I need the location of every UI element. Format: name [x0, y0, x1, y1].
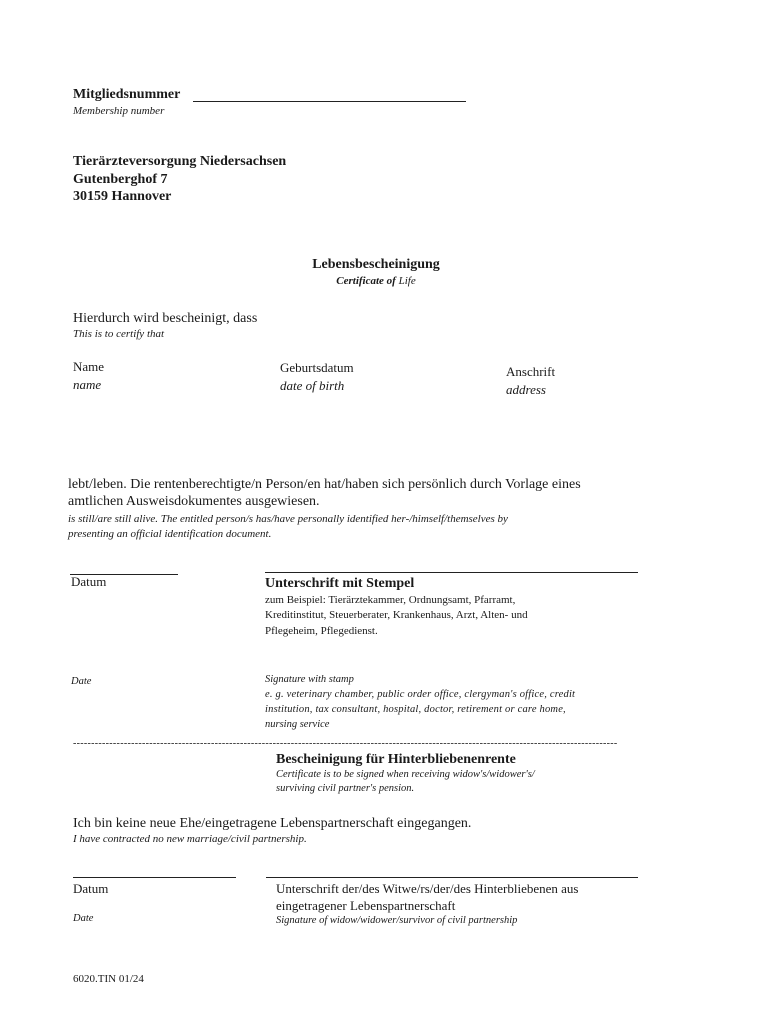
signature-title-en: Signature with stamp — [265, 674, 354, 685]
signature-examples-en-line-3: nursing service — [265, 719, 330, 730]
name-label: Name — [73, 359, 105, 374]
document-title-en — [0, 275, 752, 287]
cut-separator: ------------------------------------------------------------------------------------------------------------------------------------------------------ — [73, 738, 618, 749]
date-label: Datum — [71, 574, 107, 589]
survivor-title: Bescheinigung für Hinterbliebenenrente — [276, 752, 516, 767]
survivor-date-field-line[interactable] — [73, 877, 236, 878]
address-label-en: address — [506, 382, 546, 397]
signature-examples-line-3: Pflegeheim, Pflegedienst. — [265, 625, 378, 637]
address-line-2: Gutenberghof 7 — [73, 172, 168, 187]
survivor-note-line-2: surviving civil partner's pension. — [276, 783, 415, 794]
form-code: 6020.TIN 01/24 — [73, 973, 144, 985]
address-line-1: Tierärzteversorgung Niedersachsen — [73, 154, 287, 169]
statement-en-line-2: presenting an official identification document. — [68, 528, 272, 540]
membership-number-label: Mitgliedsnummer — [73, 87, 181, 102]
survivor-signature-line-1: Unterschrift der/des Witwe/rs/der/des Hinterbliebenen aus — [276, 881, 579, 896]
statement-en-line-1: is still/are still alive. The entitled person/s has/have personally identified her-/himself/themselves by — [68, 513, 508, 525]
certify-text-en: This is to certify that — [73, 328, 165, 340]
declaration-text: Ich bin keine neue Ehe/eingetragene Lebenspartnerschaft eingegangen. — [73, 816, 472, 831]
signature-title: Unterschrift mit Stempel — [265, 576, 415, 591]
survivor-signature-field-line[interactable] — [266, 877, 638, 878]
signature-examples-en-line-1: e. g. veterinary chamber, public order office, clergyman's office, credit — [265, 689, 576, 700]
survivor-date-label-en: Date — [73, 913, 94, 924]
signature-examples-line-1: zum Beispiel: Tierärztekammer, Ordnungsamt, Pfarramt, — [265, 594, 516, 606]
signature-field-line[interactable] — [265, 572, 638, 573]
certify-text: Hierdurch wird bescheinigt, dass — [73, 311, 258, 326]
signature-examples-en-line-2: institution, tax consultant, hospital, doctor, retirement or care home, — [265, 704, 566, 715]
date-label-en: Date — [71, 676, 92, 687]
document-title-en-prefix: Certificate of — [336, 275, 396, 287]
name-label-en: name — [73, 377, 102, 392]
signature-examples-line-2: Kreditinstitut, Steuerberater, Krankenhaus, Arzt, Alten- und — [265, 609, 528, 621]
dob-label-en: date of birth — [280, 378, 345, 393]
membership-number-field[interactable] — [193, 101, 466, 102]
statement-line-2: amtlichen Ausweisdokumentes ausgewiesen. — [68, 494, 320, 509]
survivor-note-line-1: Certificate is to be signed when receiving widow's/widower's/ — [276, 769, 535, 780]
survivor-signature-line-2: eingetragener Lebenspartnerschaft — [276, 898, 456, 913]
document-title: Lebensbescheinigung — [312, 257, 440, 272]
statement-line-1: lebt/leben. Die rentenberechtigte/n Person/en hat/haben sich persönlich durch Vorlage eines — [68, 477, 581, 492]
document-title-en-suffix: Life — [398, 275, 416, 287]
survivor-date-label: Datum — [73, 881, 109, 896]
address-label: Anschrift — [506, 364, 556, 379]
dob-label: Geburtsdatum — [280, 360, 354, 375]
declaration-text-en: I have contracted no new marriage/civil partnership. — [73, 833, 307, 845]
membership-number-label-en: Membership number — [73, 105, 165, 117]
survivor-signature-en: Signature of widow/widower/survivor of civil partnership — [276, 915, 518, 926]
address-line-3: 30159 Hannover — [73, 189, 172, 204]
